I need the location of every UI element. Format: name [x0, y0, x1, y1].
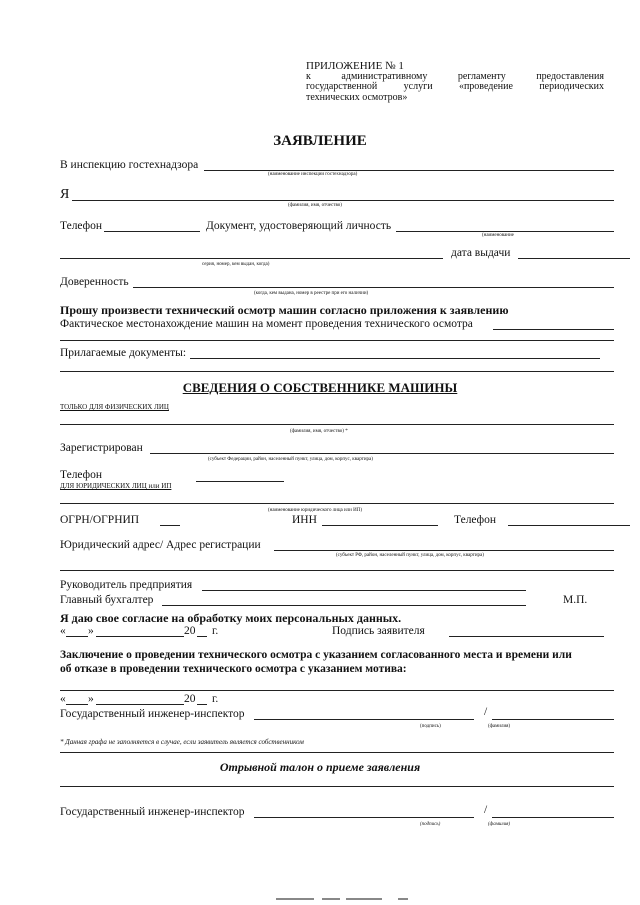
form-title: ЗАЯВЛЕНИЕ: [273, 133, 367, 149]
series-caption: серия, номер, кем выдан, когда): [202, 262, 270, 267]
request-heading: Прошу произвести технический осмотр машин согласно приложения к заявлению: [60, 303, 509, 317]
owner-name-caption: (фамилия, имя, отчество) *: [290, 429, 348, 434]
legal-address-field[interactable]: [274, 550, 614, 551]
phone-field[interactable]: [104, 231, 200, 232]
ogrn-label: ОГРН/ОГРНИП: [60, 514, 140, 526]
appendix-line-2: государственной услуги «проведение периодических: [306, 81, 604, 92]
consent-date-open: «: [60, 625, 66, 637]
proxy-label: Доверенность: [60, 276, 129, 288]
conclusion-line-2: об отказе в проведении технического осмотра с указанием мотива:: [60, 663, 407, 675]
applicant-name-caption: (фамилия, имя, отчество): [288, 203, 342, 208]
applicant-signature-label: Подпись заявителя: [332, 625, 425, 637]
legal-name-field[interactable]: [60, 503, 614, 504]
location-field[interactable]: [493, 329, 614, 330]
consent-date-close: »: [88, 625, 94, 637]
inspection-caption: (наименование инспекции гостехнадзора): [268, 172, 358, 177]
conclusion-field[interactable]: [60, 690, 614, 691]
ogrn-field[interactable]: [160, 525, 180, 526]
legal-address-field-2[interactable]: [60, 570, 614, 571]
inn-label: ИНН: [292, 514, 317, 526]
id-document-label: Документ, удостоверяющий личность: [206, 220, 392, 232]
id-document-field-2[interactable]: [60, 258, 443, 259]
inspector-signature-field[interactable]: [254, 719, 474, 720]
id-document-field[interactable]: [396, 231, 614, 232]
legal-name-caption: (наименование юридического лица или ИП): [268, 508, 362, 513]
proxy-caption: (когда, кем выдана, номер в реестре при его наличии): [254, 291, 369, 296]
legal-phone-label: Телефон: [454, 514, 497, 526]
proxy-field[interactable]: [133, 287, 614, 288]
owner-heading: СВЕДЕНИЯ О СОБСТВЕННИКЕ МАШИНЫ: [182, 380, 458, 395]
consent-year-prefix: 20: [184, 625, 196, 637]
phone-label: Телефон: [60, 220, 103, 232]
receipt-signature-caption: (подпись): [420, 822, 441, 827]
head-field[interactable]: [202, 590, 526, 591]
inspector-surname-caption: (фамилия): [488, 724, 511, 729]
i-label: Я: [60, 187, 70, 202]
individuals-label: ТОЛЬКО ДЛЯ ФИЗИЧЕСКИХ ЛИЦ: [60, 403, 169, 411]
stamp-label: М.П.: [563, 594, 588, 606]
registered-label: Зарегистрирован: [60, 442, 143, 454]
conclusion-day-field[interactable]: [66, 704, 88, 705]
conclusion-year-field[interactable]: [197, 704, 207, 705]
scan-artifact: [276, 898, 314, 904]
inspector-label: Государственный инженер-инспектор: [60, 708, 245, 720]
owner-phone-field[interactable]: [196, 481, 284, 482]
attached-docs-label: Прилагаемые документы:: [60, 347, 187, 359]
inspector-slash: /: [484, 706, 488, 718]
issue-date-field[interactable]: [518, 258, 630, 259]
inspection-field[interactable]: [204, 170, 614, 171]
receipt-heading: Отрывной талон о приеме заявления: [219, 760, 421, 774]
conclusion-date-open: «: [60, 693, 66, 705]
inspector-surname-field[interactable]: [492, 719, 614, 720]
receipt-surname-caption: (фамилия): [488, 822, 511, 827]
conclusion-date-close: »: [88, 693, 94, 705]
accountant-field[interactable]: [162, 605, 526, 606]
registered-caption: (субъект Федерации, район, населенный пункт, улица, дом, корпус, квартира): [208, 457, 373, 462]
location-field-2[interactable]: [60, 340, 614, 341]
issue-date-label: дата выдачи: [451, 247, 511, 259]
applicant-signature-field[interactable]: [449, 636, 604, 637]
conclusion-line-1: Заключение о проведении технического осмотра с указанием согласованного места и времени или: [60, 649, 572, 661]
inspection-label: В инспекцию гостехнадзора: [60, 159, 199, 171]
inn-field[interactable]: [322, 525, 438, 526]
appendix-line-3: технических осмотров»: [306, 91, 408, 103]
applicant-name-field[interactable]: [72, 200, 614, 201]
head-label: Руководитель предприятия: [60, 579, 193, 591]
footnote: * Данная графа не заполняется в случае, если заявитель является собственником: [60, 738, 304, 746]
appendix-block: [306, 61, 604, 103]
scan-artifact: [346, 898, 382, 904]
inspector-signature-caption: (подпись): [420, 724, 441, 729]
cut-line: [60, 752, 614, 753]
accountant-label: Главный бухгалтер: [60, 594, 154, 606]
legal-entities-label: ДЛЯ ЮРИДИЧЕСКИХ ЛИЦ или ИП: [60, 482, 172, 490]
consent-day-field[interactable]: [66, 636, 88, 637]
legal-address-label: Юридический адрес/ Адрес регистрации: [60, 539, 261, 551]
consent-year-field[interactable]: [197, 636, 207, 637]
receipt-field[interactable]: [60, 786, 614, 787]
scan-artifact: [322, 898, 340, 904]
receipt-signature-field[interactable]: [254, 817, 474, 818]
appendix-title: ПРИЛОЖЕНИЕ № 1: [306, 60, 404, 72]
location-label: Фактическое местонахождение машин на момент проведения технического осмотра: [60, 318, 473, 330]
owner-phone-label: Телефон: [60, 469, 103, 481]
conclusion-year-prefix: 20: [184, 693, 196, 705]
registered-field[interactable]: [150, 453, 614, 454]
receipt-surname-field[interactable]: [492, 817, 614, 818]
consent-year-suffix: г.: [212, 625, 219, 637]
legal-phone-field[interactable]: [508, 525, 630, 526]
attached-docs-field[interactable]: [190, 358, 600, 359]
scan-artifact: [398, 898, 408, 904]
consent-text: Я даю свое согласие на обработку моих персональных данных.: [60, 611, 402, 625]
conclusion-month-field[interactable]: [96, 704, 184, 705]
receipt-inspector-label: Государственный инженер-инспектор: [60, 806, 245, 818]
attached-docs-field-2[interactable]: [60, 371, 614, 372]
appendix-line-1: к административному регламенту предоставления: [306, 70, 604, 82]
receipt-slash: /: [484, 804, 488, 816]
consent-month-field[interactable]: [96, 636, 184, 637]
id-document-caption: (наименование: [482, 233, 514, 238]
owner-name-field[interactable]: [60, 424, 614, 425]
conclusion-year-suffix: г.: [212, 693, 219, 705]
legal-address-caption: (субъект РФ, район, населенный пункт, улица, дом, корпус, квартира): [336, 553, 484, 558]
